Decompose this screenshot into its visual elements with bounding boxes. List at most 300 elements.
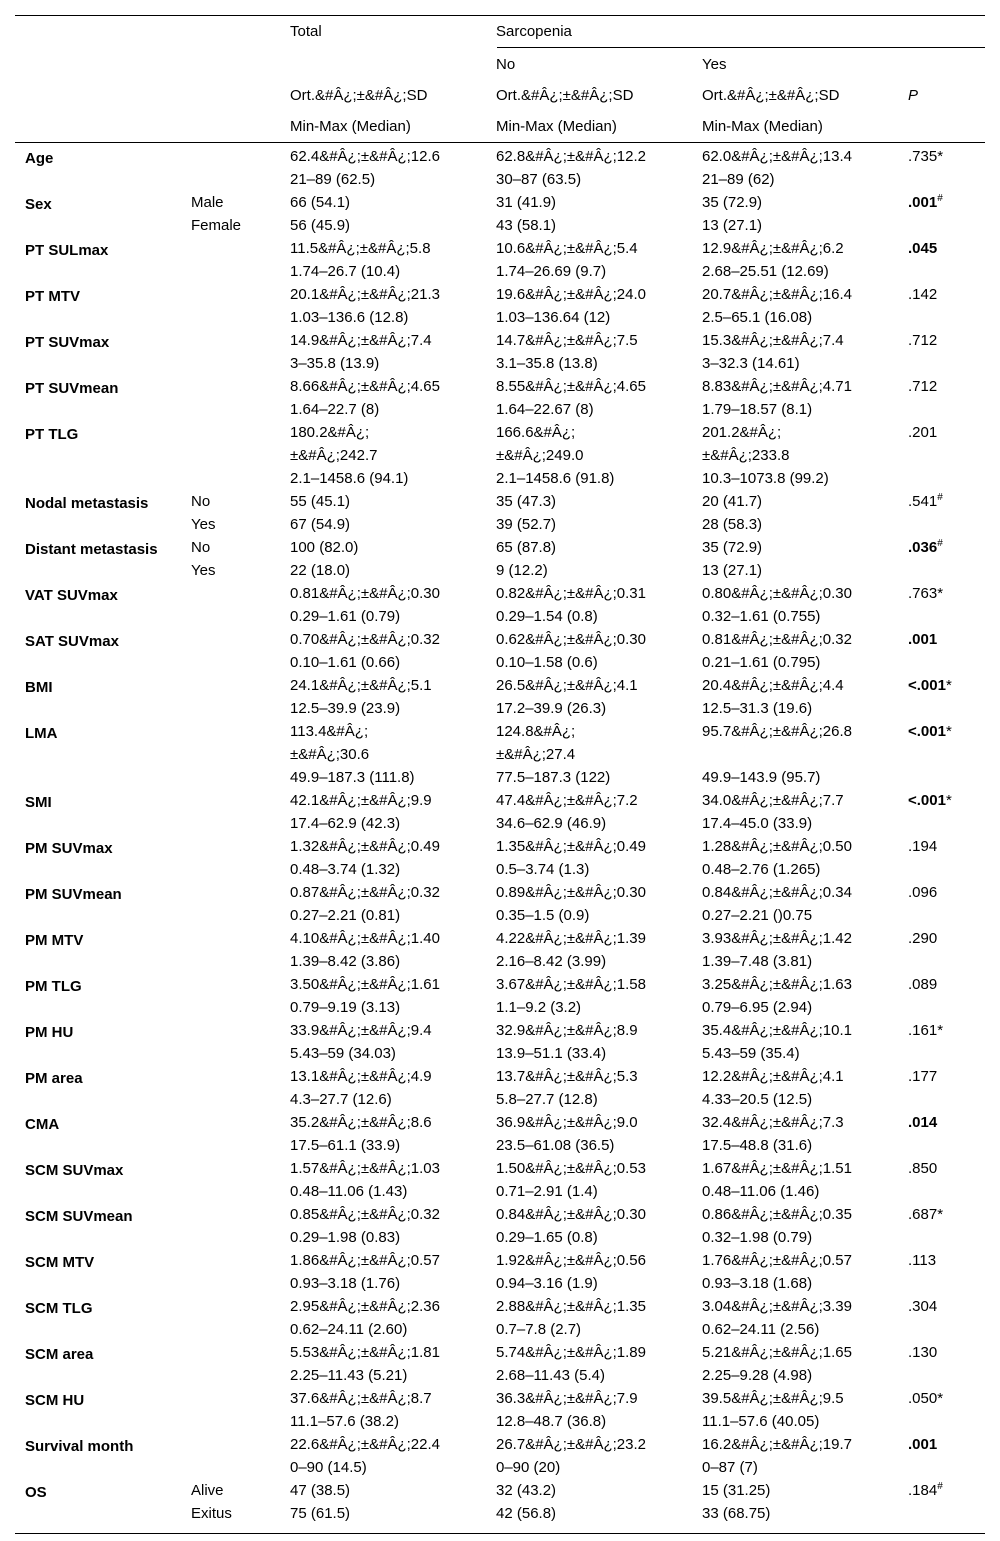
no-value: 2.16–8.42 (3.99) [496, 953, 607, 970]
variable-label: SCM SUVmean [25, 1208, 133, 1225]
p-value-marker: # [937, 492, 943, 503]
p-value [908, 286, 937, 304]
total-value: 1.32&#Â¿;±&#Â¿;0.49 [290, 838, 440, 855]
total-value: 1.64–22.7 (8) [290, 401, 380, 418]
no-value: 2.68–11.43 (5.4) [496, 1367, 605, 1384]
p-value-number: .142 [908, 286, 938, 303]
p-value [908, 1252, 936, 1270]
top-rule [15, 15, 985, 16]
yes-value: 4.33–20.5 (12.5) [702, 1091, 813, 1108]
yes-value: 3.93&#Â¿;±&#Â¿;1.42 [702, 930, 852, 947]
no-value: 12.8–48.7 (36.8) [496, 1413, 607, 1430]
p-value [908, 424, 937, 442]
no-value: 35 (47.3) [496, 493, 557, 510]
sub-label: Male [191, 194, 224, 211]
header-yes: Yes [702, 56, 727, 73]
p-value-number: .194 [908, 838, 938, 855]
no-value: 1.35&#Â¿;±&#Â¿;0.49 [496, 838, 646, 855]
p-value [908, 930, 937, 948]
no-value: 26.5&#Â¿;±&#Â¿;4.1 [496, 677, 638, 694]
total-value: 12.5–39.9 (23.9) [290, 700, 401, 717]
no-value: 1.74–26.69 (9.7) [496, 263, 607, 280]
variable-label: PM TLG [25, 978, 82, 995]
sub-label: Female [191, 217, 242, 234]
yes-value: 3.04&#Â¿;±&#Â¿;3.39 [702, 1298, 852, 1315]
yes-value: ±&#Â¿;233.8 [702, 447, 790, 464]
p-value [908, 976, 937, 994]
no-value: 42 (56.8) [496, 1505, 557, 1522]
header-yes-stat: Ort.&#Â¿;±&#Â¿;SD [702, 87, 840, 104]
variable-label: SCM MTV [25, 1254, 95, 1271]
variable-label: PM area [25, 1070, 83, 1087]
variable-label: SCM area [25, 1346, 94, 1363]
total-value: 2.1–1458.6 (94.1) [290, 470, 409, 487]
no-value: 36.3&#Â¿;±&#Â¿;7.9 [496, 1390, 638, 1407]
no-value: 1.03–136.64 (12) [496, 309, 611, 326]
yes-value: 0.62–24.11 (2.56) [702, 1321, 820, 1338]
total-value: 17.4–62.9 (42.3) [290, 815, 401, 832]
variable-label: VAT SUVmax [25, 587, 118, 604]
total-value: 0.70&#Â¿;±&#Â¿;0.32 [290, 631, 440, 648]
p-value [908, 1482, 943, 1500]
yes-value: 39.5&#Â¿;±&#Â¿;9.5 [702, 1390, 844, 1407]
variable-label: SCM HU [25, 1392, 85, 1409]
no-value: 13.9–51.1 (33.4) [496, 1045, 607, 1062]
yes-value: 0.27–2.21 ()0.75 [702, 907, 813, 924]
p-value-number: .290 [908, 930, 938, 947]
no-value: 0.10–1.58 (0.6) [496, 654, 598, 671]
no-value: 31 (41.9) [496, 194, 557, 211]
total-value: 66 (54.1) [290, 194, 351, 211]
header-no-stat: Ort.&#Â¿;±&#Â¿;SD [496, 87, 634, 104]
total-value: 0.27–2.21 (0.81) [290, 907, 401, 924]
yes-value: 1.79–18.57 (8.1) [702, 401, 813, 418]
yes-value: 20 (41.7) [702, 493, 763, 510]
no-value: 19.6&#Â¿;±&#Â¿;24.0 [496, 286, 646, 303]
bottom-rule [15, 1533, 985, 1534]
total-value: ±&#Â¿;30.6 [290, 746, 370, 763]
p-value-number: .096 [908, 884, 938, 901]
variable-label: SCM SUVmax [25, 1162, 124, 1179]
yes-value: 21–89 (62) [702, 171, 775, 188]
header-total-range: Min-Max (Median) [290, 118, 411, 135]
p-value [908, 1436, 937, 1454]
no-value: 39 (52.7) [496, 516, 557, 533]
p-value-number: <.001 [908, 723, 946, 740]
total-value: ±&#Â¿;242.7 [290, 447, 378, 464]
p-value-number: .712 [908, 332, 938, 349]
no-value: 3.67&#Â¿;±&#Â¿;1.58 [496, 976, 646, 993]
p-value-number: .201 [908, 424, 938, 441]
p-value [908, 723, 952, 741]
variable-label: PT SULmax [25, 242, 109, 259]
yes-value: 0.80&#Â¿;±&#Â¿;0.30 [702, 585, 852, 602]
p-value-number: .001 [908, 631, 938, 648]
variable-label: Survival month [25, 1438, 134, 1455]
p-value-number: .045 [908, 240, 938, 257]
sub-label: Yes [191, 562, 216, 579]
no-value: 0.89&#Â¿;±&#Â¿;0.30 [496, 884, 646, 901]
variable-label: SAT SUVmax [25, 633, 119, 650]
p-value-number: .735 [908, 148, 938, 165]
p-value-marker: * [937, 1206, 944, 1223]
total-value: 75 (61.5) [290, 1505, 351, 1522]
total-value: 3.50&#Â¿;±&#Â¿;1.61 [290, 976, 440, 993]
total-value: 37.6&#Â¿;±&#Â¿;8.7 [290, 1390, 432, 1407]
header-no-range: Min-Max (Median) [496, 118, 617, 135]
p-value-marker: * [937, 1390, 944, 1407]
yes-value: 0.81&#Â¿;±&#Â¿;0.32 [702, 631, 852, 648]
sub-label: Alive [191, 1482, 224, 1499]
p-value [908, 194, 943, 212]
yes-value: 1.76&#Â¿;±&#Â¿;0.57 [702, 1252, 852, 1269]
p-value [908, 1206, 943, 1224]
total-value: 0.93–3.18 (1.76) [290, 1275, 401, 1292]
yes-value: 0.32–1.61 (0.755) [702, 608, 821, 625]
no-value: 77.5–187.3 (122) [496, 769, 611, 786]
yes-value: 1.28&#Â¿;±&#Â¿;0.50 [702, 838, 852, 855]
yes-value: 20.4&#Â¿;±&#Â¿;4.4 [702, 677, 844, 694]
no-value: 1.50&#Â¿;±&#Â¿;0.53 [496, 1160, 646, 1177]
p-value [908, 493, 943, 511]
yes-value: 3.25&#Â¿;±&#Â¿;1.63 [702, 976, 852, 993]
header-yes-range: Min-Max (Median) [702, 118, 823, 135]
no-value: 14.7&#Â¿;±&#Â¿;7.5 [496, 332, 638, 349]
variable-label: PT MTV [25, 288, 80, 305]
variable-label: SCM TLG [25, 1300, 93, 1317]
p-value [908, 240, 937, 258]
p-value [908, 1068, 937, 1086]
p-value [908, 677, 952, 695]
p-value-number: .184 [908, 1482, 938, 1499]
p-value-marker: # [937, 538, 943, 549]
yes-value: 95.7&#Â¿;±&#Â¿;26.8 [702, 723, 852, 740]
p-value [908, 1114, 937, 1132]
total-value: 0.85&#Â¿;±&#Â¿;0.32 [290, 1206, 440, 1223]
yes-value: 62.0&#Â¿;±&#Â¿;13.4 [702, 148, 852, 165]
no-value: 0.29–1.54 (0.8) [496, 608, 598, 625]
p-value-number: .089 [908, 976, 938, 993]
variable-label: BMI [25, 679, 53, 696]
no-value: 3.1–35.8 (13.8) [496, 355, 598, 372]
yes-value: 12.2&#Â¿;±&#Â¿;4.1 [702, 1068, 844, 1085]
no-value: 0.5–3.74 (1.3) [496, 861, 590, 878]
yes-value: 8.83&#Â¿;±&#Â¿;4.71 [702, 378, 852, 395]
total-value: 11.1–57.6 (38.2) [290, 1413, 399, 1430]
no-value: 166.6&#Â¿; [496, 424, 576, 441]
total-value: 17.5–61.1 (33.9) [290, 1137, 401, 1154]
no-value: 0–90 (20) [496, 1459, 561, 1476]
no-value: 124.8&#Â¿; [496, 723, 576, 740]
header-p: P [908, 87, 919, 104]
yes-value: 20.7&#Â¿;±&#Â¿;16.4 [702, 286, 852, 303]
sub-label: Yes [191, 516, 216, 533]
total-value: 0.79–9.19 (3.13) [290, 999, 401, 1016]
yes-value: 3–32.3 (14.61) [702, 355, 800, 372]
yes-value: 12.5–31.3 (19.6) [702, 700, 813, 717]
total-value: 100 (82.0) [290, 539, 359, 556]
yes-value: 13 (27.1) [702, 217, 763, 234]
yes-value: 16.2&#Â¿;±&#Â¿;19.7 [702, 1436, 852, 1453]
total-value: 49.9–187.3 (111.8) [290, 769, 415, 786]
p-value [908, 148, 943, 166]
variable-label: PT TLG [25, 426, 79, 443]
variable-label: PM MTV [25, 932, 84, 949]
no-value: 65 (87.8) [496, 539, 557, 556]
total-value: 1.03–136.6 (12.8) [290, 309, 409, 326]
total-value: 180.2&#Â¿; [290, 424, 370, 441]
total-value: 0.81&#Â¿;±&#Â¿;0.30 [290, 585, 440, 602]
p-value-number: .001 [908, 1436, 938, 1453]
yes-value: 35 (72.9) [702, 539, 763, 556]
no-value: 0.35–1.5 (0.9) [496, 907, 590, 924]
yes-value: 32.4&#Â¿;±&#Â¿;7.3 [702, 1114, 844, 1131]
no-value: 0.29–1.65 (0.8) [496, 1229, 598, 1246]
header-rule [15, 142, 985, 143]
yes-value: 12.9&#Â¿;±&#Â¿;6.2 [702, 240, 844, 257]
header-total: Total [290, 23, 322, 40]
p-value [908, 1344, 937, 1362]
p-value-number: .036 [908, 539, 938, 556]
variable-label: OS [25, 1484, 47, 1501]
total-value: 14.9&#Â¿;±&#Â¿;7.4 [290, 332, 432, 349]
no-value: 5.8–27.7 (12.8) [496, 1091, 598, 1108]
p-value-marker: * [937, 585, 944, 602]
p-value-number: <.001 [908, 677, 946, 694]
total-value: 0.29–1.98 (0.83) [290, 1229, 401, 1246]
p-value [908, 631, 937, 649]
yes-value: 2.5–65.1 (16.08) [702, 309, 813, 326]
no-value: 36.9&#Â¿;±&#Â¿;9.0 [496, 1114, 638, 1131]
yes-value: 10.3–1073.8 (99.2) [702, 470, 829, 487]
yes-value: 0.21–1.61 (0.795) [702, 654, 821, 671]
yes-value: 17.4–45.0 (33.9) [702, 815, 813, 832]
total-value: 20.1&#Â¿;±&#Â¿;21.3 [290, 286, 440, 303]
yes-value: 1.67&#Â¿;±&#Â¿;1.51 [702, 1160, 852, 1177]
total-value: 24.1&#Â¿;±&#Â¿;5.1 [290, 677, 432, 694]
total-value: 2.25–11.43 (5.21) [290, 1367, 408, 1384]
total-value: 0.48–3.74 (1.32) [290, 861, 401, 878]
no-value: 10.6&#Â¿;±&#Â¿;5.4 [496, 240, 638, 257]
p-value-marker: # [937, 193, 943, 204]
yes-value: 13 (27.1) [702, 562, 763, 579]
p-value-number: .763 [908, 585, 938, 602]
no-value: 47.4&#Â¿;±&#Â¿;7.2 [496, 792, 638, 809]
p-value-marker: * [937, 148, 944, 165]
p-value-marker: # [937, 1481, 943, 1492]
variable-label: SMI [25, 794, 52, 811]
yes-value: 2.68–25.51 (12.69) [702, 263, 829, 280]
total-value: 1.39–8.42 (3.86) [290, 953, 401, 970]
total-value: 1.86&#Â¿;±&#Â¿;0.57 [290, 1252, 440, 1269]
total-value: 1.57&#Â¿;±&#Â¿;1.03 [290, 1160, 440, 1177]
total-value: 113.4&#Â¿; [290, 723, 369, 740]
yes-value: 0.93–3.18 (1.68) [702, 1275, 813, 1292]
yes-value: 35.4&#Â¿;±&#Â¿;10.1 [702, 1022, 852, 1039]
p-value-number: .850 [908, 1160, 938, 1177]
p-value [908, 332, 937, 350]
p-value [908, 1160, 937, 1178]
yes-value: 0.84&#Â¿;±&#Â¿;0.34 [702, 884, 852, 901]
yes-value: 33 (68.75) [702, 1505, 771, 1522]
no-value: 1.92&#Â¿;±&#Â¿;0.56 [496, 1252, 646, 1269]
total-value: 42.1&#Â¿;±&#Â¿;9.9 [290, 792, 432, 809]
total-value: 55 (45.1) [290, 493, 351, 510]
total-value: 0.62–24.11 (2.60) [290, 1321, 408, 1338]
p-value [908, 539, 943, 557]
yes-value: 35 (72.9) [702, 194, 763, 211]
total-value: 35.2&#Â¿;±&#Â¿;8.6 [290, 1114, 432, 1131]
yes-value: 0–87 (7) [702, 1459, 758, 1476]
total-value: 62.4&#Â¿;±&#Â¿;12.6 [290, 148, 440, 165]
total-value: 13.1&#Â¿;±&#Â¿;4.9 [290, 1068, 432, 1085]
p-value-number: .001 [908, 194, 938, 211]
yes-value: 201.2&#Â¿; [702, 424, 782, 441]
variable-label: Nodal metastasis [25, 495, 149, 512]
yes-value: 28 (58.3) [702, 516, 763, 533]
total-value: 0.29–1.61 (0.79) [290, 608, 401, 625]
no-value: 8.55&#Â¿;±&#Â¿;4.65 [496, 378, 646, 395]
sub-label: No [191, 493, 211, 510]
total-value: 1.74–26.7 (10.4) [290, 263, 401, 280]
yes-value: 15 (31.25) [702, 1482, 771, 1499]
no-value: 32.9&#Â¿;±&#Â¿;8.9 [496, 1022, 638, 1039]
p-value-marker: * [937, 1022, 944, 1039]
p-value-number: <.001 [908, 792, 946, 809]
p-value-number: .050 [908, 1390, 938, 1407]
total-value: 8.66&#Â¿;±&#Â¿;4.65 [290, 378, 440, 395]
total-value: 2.95&#Â¿;±&#Â¿;2.36 [290, 1298, 440, 1315]
no-value: 13.7&#Â¿;±&#Â¿;5.3 [496, 1068, 638, 1085]
total-value: 11.5&#Â¿;±&#Â¿;5.8 [290, 240, 431, 257]
variable-label: PM SUVmax [25, 840, 113, 857]
yes-value: 0.48–11.06 (1.46) [702, 1183, 820, 1200]
no-value: 0.62&#Â¿;±&#Â¿;0.30 [496, 631, 646, 648]
p-value-number: .177 [908, 1068, 938, 1085]
no-value: 1.1–9.2 (3.2) [496, 999, 582, 1016]
no-value: 0.71–2.91 (1.4) [496, 1183, 598, 1200]
total-value: 5.43–59 (34.03) [290, 1045, 396, 1062]
p-value-number: .541 [908, 493, 938, 510]
total-value: 0.10–1.61 (0.66) [290, 654, 401, 671]
yes-value: 1.39–7.48 (3.81) [702, 953, 813, 970]
total-value: 22.6&#Â¿;±&#Â¿;22.4 [290, 1436, 440, 1453]
no-value: 0.94–3.16 (1.9) [496, 1275, 598, 1292]
no-value: 4.22&#Â¿;±&#Â¿;1.39 [496, 930, 646, 947]
total-value: 0–90 (14.5) [290, 1459, 367, 1476]
header-total-stat: Ort.&#Â¿;±&#Â¿;SD [290, 87, 428, 104]
variable-label: Distant metastasis [25, 541, 158, 558]
total-value: 4.10&#Â¿;±&#Â¿;1.40 [290, 930, 440, 947]
variable-label: Age [25, 150, 54, 167]
no-value: 26.7&#Â¿;±&#Â¿;23.2 [496, 1436, 646, 1453]
no-value: 32 (43.2) [496, 1482, 557, 1499]
p-value [908, 1298, 937, 1316]
p-value [908, 1022, 943, 1040]
total-value: 21–89 (62.5) [290, 171, 376, 188]
no-value: 0.7–7.8 (2.7) [496, 1321, 582, 1338]
total-value: 5.53&#Â¿;±&#Â¿;1.81 [290, 1344, 440, 1361]
sub-label: No [191, 539, 211, 556]
variable-label: PM HU [25, 1024, 74, 1041]
total-value: 33.9&#Â¿;±&#Â¿;9.4 [290, 1022, 432, 1039]
no-value: ±&#Â¿;27.4 [496, 746, 576, 763]
no-value: 0.84&#Â¿;±&#Â¿;0.30 [496, 1206, 646, 1223]
yes-value: 49.9–143.9 (95.7) [702, 769, 821, 786]
yes-value: 11.1–57.6 (40.05) [702, 1413, 820, 1430]
yes-value: 0.32–1.98 (0.79) [702, 1229, 813, 1246]
variable-label: LMA [25, 725, 58, 742]
p-value [908, 838, 937, 856]
total-value: 0.87&#Â¿;±&#Â¿;0.32 [290, 884, 440, 901]
no-value: 43 (58.1) [496, 217, 557, 234]
no-value: 0.82&#Â¿;±&#Â¿;0.31 [496, 585, 646, 602]
total-value: 22 (18.0) [290, 562, 351, 579]
p-value-number: .304 [908, 1298, 938, 1315]
variable-label: PT SUVmax [25, 334, 110, 351]
yes-value: 0.86&#Â¿;±&#Â¿;0.35 [702, 1206, 852, 1223]
yes-value: 34.0&#Â¿;±&#Â¿;7.7 [702, 792, 844, 809]
p-value-number: .712 [908, 378, 938, 395]
p-value-marker: * [945, 723, 952, 740]
yes-value: 15.3&#Â¿;±&#Â¿;7.4 [702, 332, 844, 349]
header-no: No [496, 56, 516, 73]
p-value [908, 378, 937, 396]
yes-value: 0.48–2.76 (1.265) [702, 861, 821, 878]
total-value: 4.3–27.7 (12.6) [290, 1091, 392, 1108]
sarcopenia-rule [497, 47, 985, 48]
no-value: 9 (12.2) [496, 562, 548, 579]
no-value: 2.1–1458.6 (91.8) [496, 470, 615, 487]
p-value-marker: * [945, 677, 952, 694]
p-value [908, 884, 937, 902]
p-value-number: .014 [908, 1114, 938, 1131]
no-value: 30–87 (63.5) [496, 171, 582, 188]
yes-value: 2.25–9.28 (4.98) [702, 1367, 813, 1384]
p-value-marker: * [945, 792, 952, 809]
p-value-number: .113 [908, 1252, 937, 1269]
yes-value: 0.79–6.95 (2.94) [702, 999, 813, 1016]
p-value-number: .687 [908, 1206, 938, 1223]
no-value: 17.2–39.9 (26.3) [496, 700, 607, 717]
header-sarcopenia: Sarcopenia [496, 23, 572, 40]
p-value [908, 585, 943, 603]
no-value: 1.64–22.67 (8) [496, 401, 594, 418]
sub-label: Exitus [191, 1505, 232, 1522]
variable-label: CMA [25, 1116, 60, 1133]
yes-value: 5.43–59 (35.4) [702, 1045, 800, 1062]
total-value: 0.48–11.06 (1.43) [290, 1183, 408, 1200]
total-value: 47 (38.5) [290, 1482, 351, 1499]
yes-value: 5.21&#Â¿;±&#Â¿;1.65 [702, 1344, 852, 1361]
total-value: 56 (45.9) [290, 217, 351, 234]
variable-label: PT SUVmean [25, 380, 119, 397]
total-value: 67 (54.9) [290, 516, 351, 533]
p-value [908, 792, 952, 810]
variable-label: PM SUVmean [25, 886, 122, 903]
no-value: 23.5–61.08 (36.5) [496, 1137, 615, 1154]
variable-label: Sex [25, 196, 52, 213]
p-value [908, 1390, 943, 1408]
p-value-number: .130 [908, 1344, 938, 1361]
yes-value: 17.5–48.8 (31.6) [702, 1137, 813, 1154]
no-value: 5.74&#Â¿;±&#Â¿;1.89 [496, 1344, 646, 1361]
no-value: 34.6–62.9 (46.9) [496, 815, 607, 832]
no-value: 62.8&#Â¿;±&#Â¿;12.2 [496, 148, 646, 165]
p-value-number: .161 [908, 1022, 938, 1039]
total-value: 3–35.8 (13.9) [290, 355, 380, 372]
no-value: 2.88&#Â¿;±&#Â¿;1.35 [496, 1298, 646, 1315]
